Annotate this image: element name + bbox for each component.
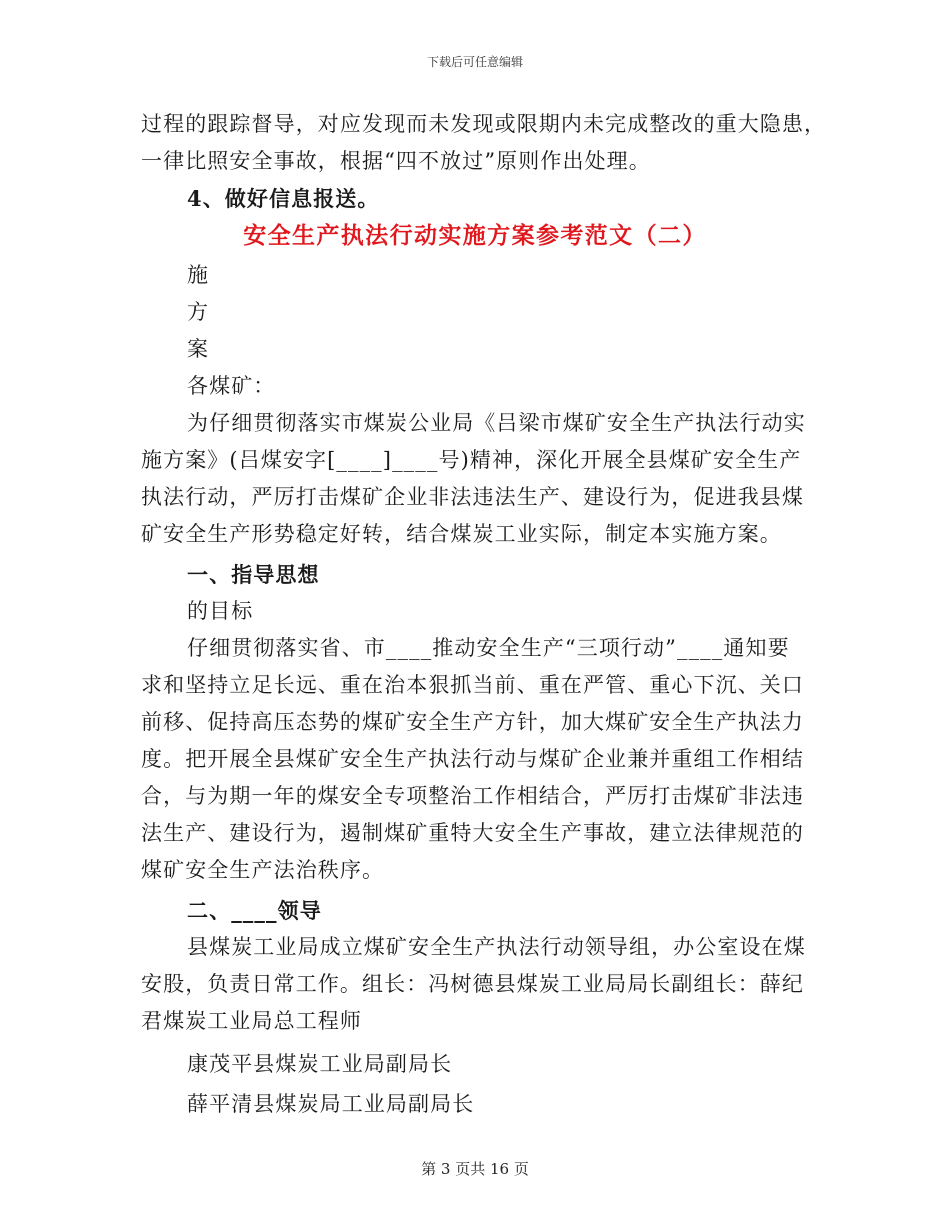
vertical-char: 方 <box>187 300 210 324</box>
body-line: 的目标 <box>187 599 254 623</box>
body-line: 一律比照安全事故，根据“四不放过”原则作出处理。 <box>141 149 651 173</box>
document-body <box>141 106 827 1123</box>
body-line: 法生产、建设行为，遏制煤矿重特大安全生产事故，建立法律规范的 <box>141 821 804 845</box>
section-heading: 二、____领导 <box>187 898 322 923</box>
page-header: 下载后可任意编辑 <box>426 55 523 69</box>
body-line: 度。把开展全县煤矿安全生产执法行动与煤矿企业兼并重组工作相结 <box>141 747 804 771</box>
section-heading: 一、指导思想 <box>187 562 320 587</box>
salutation: 各煤矿： <box>187 374 276 398</box>
body-line: 过程的跟踪督导，对应发现而未发现或限期内未完成整改的重大隐患， <box>141 112 827 136</box>
body-line: 煤矿安全生产法治秩序。 <box>141 858 385 882</box>
body-line: 执法行动，严厉打击煤矿企业非法违法生产、建设行为，促进我县煤 <box>141 485 804 509</box>
body-line: 仔细贯彻落实省、市____推动安全生产“三项行动”____通知要 <box>187 636 790 660</box>
body-line: 求和坚持立足长远、重在治本狠抓当前、重在严管、重心下沉、关口 <box>141 673 804 697</box>
body-line: 康茂平县煤炭工业局副局长 <box>187 1052 453 1076</box>
body-line: 为仔细贯彻落实市煤炭公业局《吕梁市煤矿安全生产执法行动实 <box>187 411 806 435</box>
body-line: 合，与为期一年的煤安全专项整治工作相结合，严厉打击煤矿非法违 <box>141 784 804 808</box>
vertical-char: 案 <box>187 337 210 361</box>
body-line: 矿安全生产形势稳定好转，结合煤炭工业实际，制定本实施方案。 <box>141 522 782 546</box>
body-line: 前移、促持高压态势的煤矿安全生产方针，加大煤矿安全生产执法力 <box>141 710 804 734</box>
vertical-char: 施 <box>187 263 210 287</box>
document-title: 安全生产执法行动实施方案参考范文（二） <box>243 222 707 249</box>
body-line: 薛平清县煤炭局工业局副局长 <box>187 1092 475 1116</box>
body-line: 县煤炭工业局成立煤矿安全生产执法行动领导组，办公室设在煤 <box>187 935 806 959</box>
body-line: 安股，负责日常工作。组长：冯树德县煤炭工业局局长副组长：薛纪 <box>141 972 804 996</box>
body-line: 君煤炭工业局总工程师 <box>141 1009 362 1033</box>
page-footer: 第 3 页共 16 页 <box>421 1160 529 1178</box>
section-item: 4、做好信息报送。 <box>187 186 380 211</box>
body-line: 施方案》(吕煤安字[____]____号)精神，深化开展全县煤矿安全生产 <box>141 448 802 472</box>
